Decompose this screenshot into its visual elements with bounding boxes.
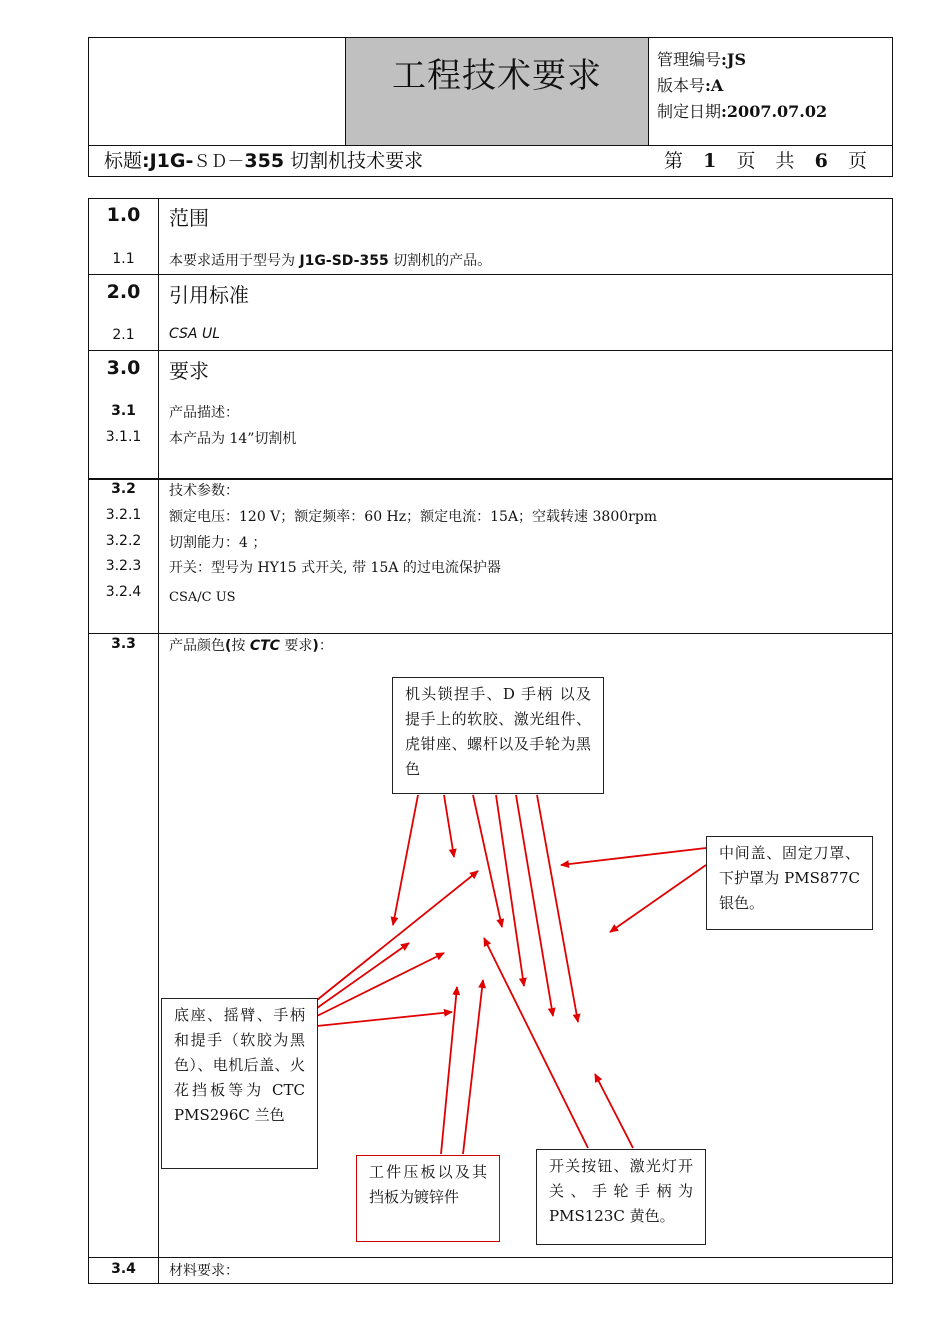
section-title: 范围 xyxy=(169,206,209,230)
section-title: 引用标准 xyxy=(169,283,249,307)
subsection-number: 3.2 xyxy=(111,481,136,497)
arrow xyxy=(516,795,553,1016)
product-description-label: 产品描述： xyxy=(169,405,239,421)
callout-silver-parts: 中间盖、固定刀罩、下护罩为 PMS877C 银色。 xyxy=(706,836,873,930)
arrow xyxy=(444,795,454,857)
arrow xyxy=(317,943,409,1008)
tech-params-label: 技术参数： xyxy=(169,483,239,499)
subject-line: 标题:J1G-ＳＤ－355 切割机技术要求 xyxy=(104,150,424,172)
section-number: 3.0 xyxy=(106,357,141,379)
version-number: 版本号:A xyxy=(657,76,724,95)
product-color-label: 产品颜色(按 CTC 要求)： xyxy=(169,638,333,654)
subsection-number: 3.2.1 xyxy=(105,507,142,523)
issue-date: 制定日期:2007.07.02 xyxy=(657,102,828,121)
cutting-capacity: 切割能力：4 ； xyxy=(169,535,267,551)
arrow xyxy=(317,871,478,1000)
management-number: 管理编号:JS xyxy=(657,50,747,69)
callout-yellow-parts: 开关按钮、激光灯开关、手轮手柄为 PMS123C 黄色。 xyxy=(536,1149,706,1245)
reference-standards: CSA UL xyxy=(169,326,220,342)
arrow xyxy=(595,1074,633,1148)
arrow xyxy=(317,1012,452,1026)
subsection-number: 3.2.4 xyxy=(105,584,142,600)
scope-text: 本要求适用于型号为 J1G-SD-355 切割机的产品。 xyxy=(169,253,492,269)
callout-zinc-parts: 工件压板以及其挡板为镀锌件 xyxy=(356,1155,500,1242)
document-title: 工程技术要求 xyxy=(392,56,602,96)
arrow xyxy=(473,795,502,927)
subsection-number: 1.1 xyxy=(112,251,135,267)
page-info: 第 1 页 共 6 页 xyxy=(664,150,867,172)
callout-blue-parts: 底座、摇臂、手柄和提手（软胶为黑色）、电机后盖、火花挡板等为 CTC PMS296C 兰色 xyxy=(161,998,318,1169)
subsection-number: 2.1 xyxy=(112,327,135,343)
arrow xyxy=(463,980,483,1154)
certification: CSA/C US xyxy=(169,590,236,605)
subsection-number: 3.3 xyxy=(111,636,136,652)
arrow xyxy=(561,848,706,865)
arrow xyxy=(484,938,588,1148)
subsection-number: 3.1 xyxy=(111,403,136,419)
rated-params: 额定电压：120 V；额定频率：60 Hz；额定电流：15A；空载转速 3800rpm xyxy=(169,509,658,525)
subsection-number: 3.2.2 xyxy=(105,533,142,549)
product-description: 本产品为 14”切割机 xyxy=(169,431,297,447)
switch-spec: 开关：型号为 HY15 式开关, 带 15A 的过电流保护器 xyxy=(169,560,501,576)
subsection-number: 3.2.3 xyxy=(105,558,142,574)
arrow xyxy=(537,795,578,1022)
section-number: 2.0 xyxy=(106,281,141,303)
section-number: 1.0 xyxy=(106,204,141,226)
arrow xyxy=(393,795,418,925)
arrow xyxy=(610,865,706,932)
section-title: 要求 xyxy=(169,359,209,383)
subsection-number: 3.1.1 xyxy=(105,429,142,445)
arrow xyxy=(496,795,524,986)
subsection-number: 3.4 xyxy=(111,1261,136,1277)
material-requirements-label: 材料要求： xyxy=(169,1263,239,1279)
callout-black-parts: 机头锁捏手、D 手柄 以及提手上的软胶、激光组件、虎钳座、螺杆以及手轮为黑色 xyxy=(392,677,604,794)
